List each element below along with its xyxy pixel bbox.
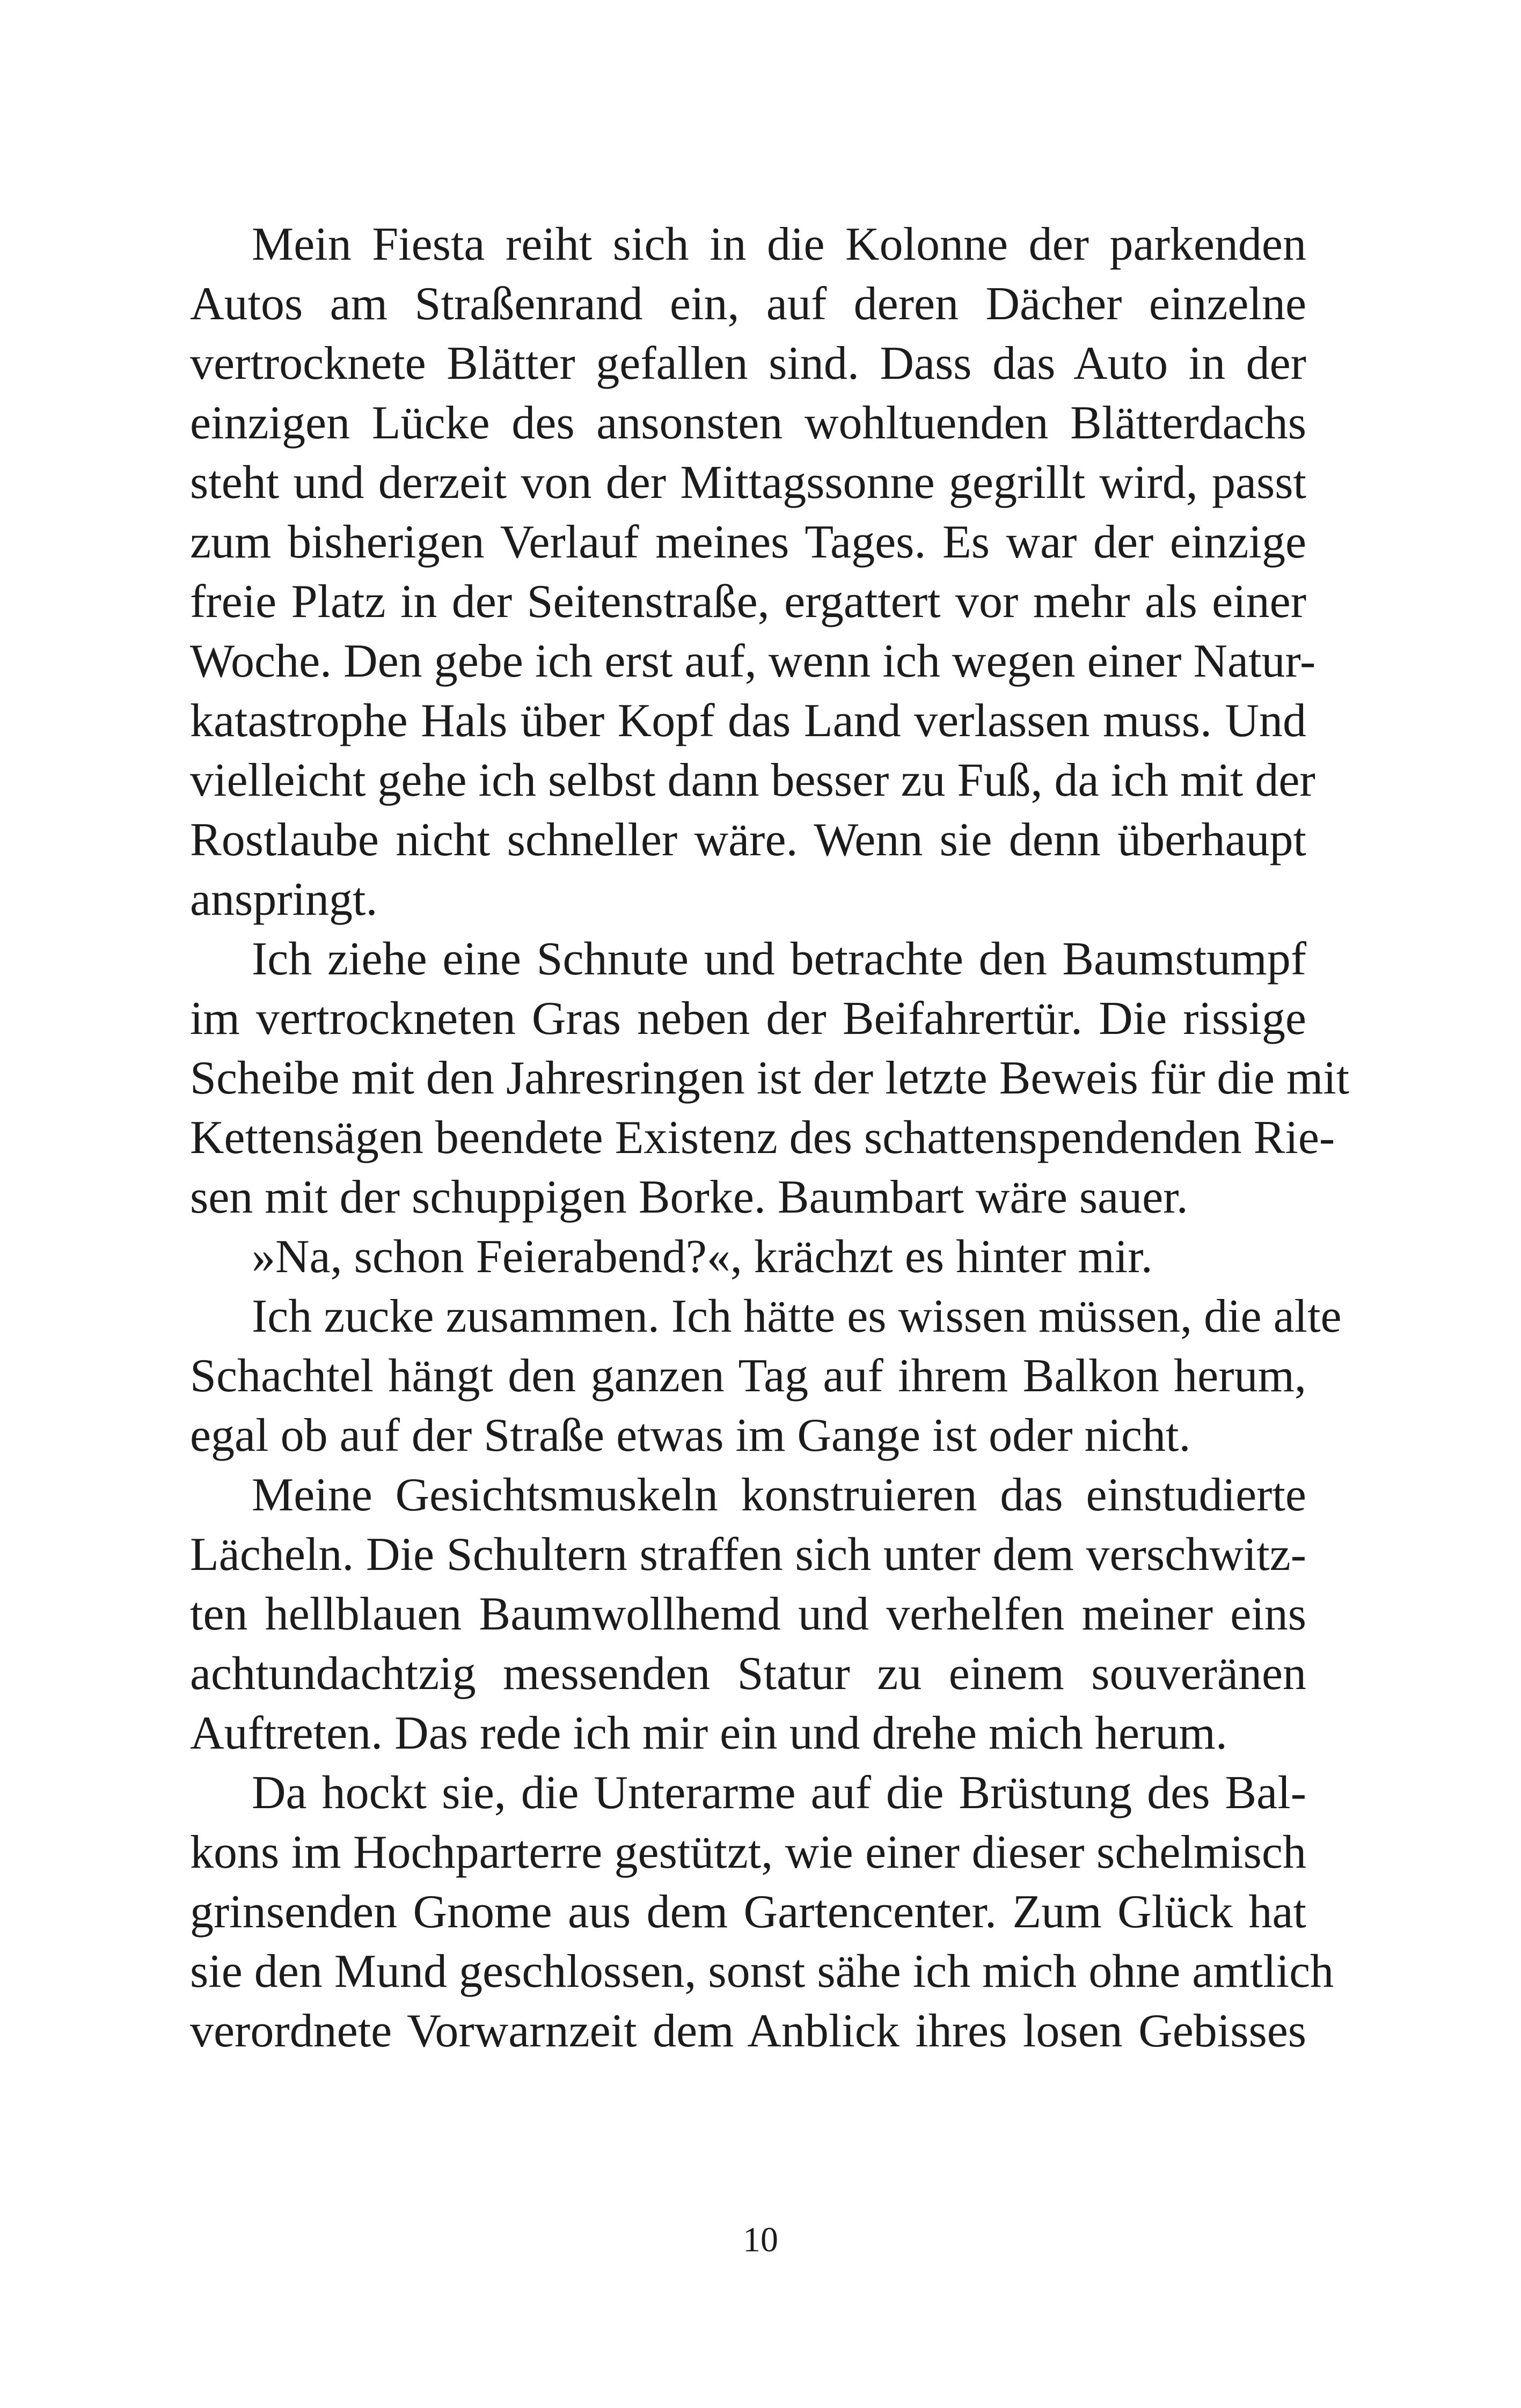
text-line: sen mit der schuppigen Borke. Baumbart wäre sauer. (190, 1171, 1188, 1223)
paragraph-3 (190, 1227, 1306, 1287)
text-line: Autos am Straßenrand ein, auf deren Dächer einzelne (190, 278, 1306, 330)
text-line: Ich ziehe eine Schnute und betrachte den Baumstumpf (252, 933, 1306, 985)
text-line: Scheibe mit den Jahresringen ist der letzte Beweis für die mit (190, 1052, 1350, 1104)
paragraph-2 (190, 929, 1350, 1227)
text-line: Kettensägen beendete Existenz des schattenspendenden Rie- (190, 1112, 1335, 1164)
text-line: egal ob auf der Straße etwas im Gange ist oder nicht. (190, 1409, 1191, 1462)
text-line: zum bisherigen Verlauf meines Tages. Es war der einzige (190, 516, 1306, 568)
text-line: Da hockt sie, die Unterarme auf die Brüstung des Bal- (252, 1767, 1306, 1819)
paragraph-6 (190, 1763, 1334, 2061)
text-line: grinsenden Gnome aus dem Gartencenter. Zum Glück hat (190, 1886, 1306, 1938)
body-text (190, 215, 1350, 2061)
text-line: freie Platz in der Seitenstraße, ergattert vor mehr als einer (190, 576, 1306, 628)
text-line: vielleicht gehe ich selbst dann besser zu Fuß, da ich mit der (190, 754, 1315, 806)
text-line: Auftreten. Das rede ich mir ein und drehe mich herum. (190, 1707, 1227, 1759)
text-line: Lächeln. Die Schultern straffen sich unter dem verschwitz- (190, 1529, 1306, 1581)
text-line: sie den Mund geschlossen, sonst sähe ich mich ohne amtlich (190, 1946, 1334, 1998)
text-line: kons im Hochparterre gestützt, wie einer dieser schelmisch (190, 1826, 1306, 1878)
text-line: katastrophe Hals über Kopf das Land verlassen muss. Und (190, 695, 1306, 747)
text-line: Meine Gesichtsmuskeln konstruieren das einstudierte (252, 1469, 1306, 1521)
text-line: Mein Fiesta reiht sich in die Kolonne der parkenden (252, 218, 1306, 270)
paragraph-4 (190, 1287, 1342, 1465)
text-line: einzigen Lücke des ansonsten wohltuenden Blätterdachs (190, 397, 1306, 449)
text-line: steht und derzeit von der Mittagssonne gegrillt wird, passt (190, 457, 1306, 509)
text-line: »Na, schon Feierabend?«, krächzt es hinter mir. (252, 1231, 1153, 1283)
text-line: anspringt. (190, 873, 378, 926)
text-line: Woche. Den gebe ich erst auf, wenn ich wegen einer Natur- (190, 635, 1316, 687)
text-line: ten hellblauen Baumwollhemd und verhelfen meiner eins (190, 1588, 1306, 1640)
text-line: verordnete Vorwarnzeit dem Anblick ihres losen Gebisses (190, 2005, 1306, 2057)
text-line: Ich zucke zusammen. Ich hätte es wissen müssen, die alte (252, 1290, 1342, 1342)
text-line: vertrocknete Blätter gefallen sind. Dass das Auto in der (190, 337, 1306, 390)
paragraph-5 (190, 1465, 1306, 1763)
page-number: 10 (743, 2220, 778, 2259)
text-line: im vertrockneten Gras neben der Beifahrertür. Die rissige (190, 993, 1306, 1045)
text-line: achtundachtzig messenden Statur zu einem souveränen (190, 1648, 1306, 1700)
text-line: Schachtel hängt den ganzen Tag auf ihrem Balkon herum, (190, 1350, 1306, 1402)
paragraph-1 (190, 215, 1316, 929)
text-line: Rostlaube nicht schneller wäre. Wenn sie denn überhaupt (190, 814, 1306, 866)
